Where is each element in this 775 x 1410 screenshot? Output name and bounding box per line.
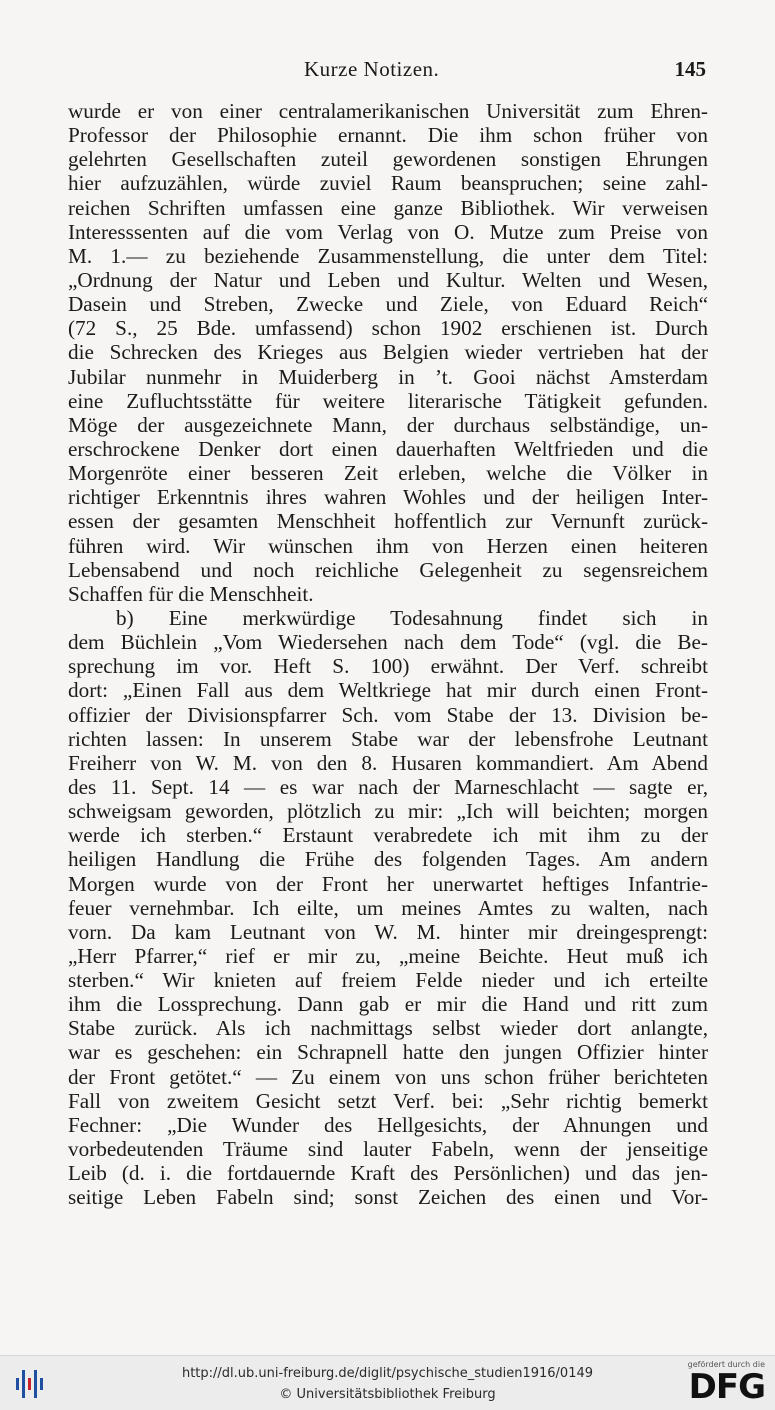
text-line: dort: „Einen Fall aus dem Weltkriege hat mir durch einen Front- xyxy=(68,678,708,703)
text-line: Fechner: „Die Wunder des Hellgesichts, der Ahnungen und xyxy=(68,1112,708,1137)
page-number: 145 xyxy=(674,57,706,81)
text-line: hier aufzuzählen, würde zuviel Raum beanspruchen; seine zahl- xyxy=(68,171,708,196)
body-text xyxy=(68,99,708,1209)
text-line: die Schrecken des Krieges aus Belgien wieder vertrieben hat der xyxy=(68,340,708,365)
viewer-footer xyxy=(0,1355,775,1410)
text-line: führen wird. Wir wünschen ihm von Herzen einen heiteren xyxy=(68,533,708,558)
text-line: b) Eine merkwürdige Todesahnung findet sich in xyxy=(116,605,708,630)
text-line: Schaffen für die Menschheit. xyxy=(68,581,314,606)
text-line: „Ordnung der Natur und Leben und Kultur. Welten und Wesen, xyxy=(68,267,708,292)
text-line: Möge der ausgezeichnete Mann, der durchaus selbständige, un- xyxy=(68,412,708,437)
text-line: sterben.“ Wir knieten auf freiem Felde nieder und ich erteilte xyxy=(68,968,708,993)
text-line: wurde er von einer centralamerikanischen Universität zum Ehren- xyxy=(68,99,708,123)
text-line: Interesssenten auf die vom Verlag von O. Mutze zum Preise von xyxy=(68,219,708,244)
text-line: Fall von zweitem Gesicht setzt Verf. bei: „Sehr richtig bemerkt xyxy=(68,1088,708,1113)
text-line: ihm die Lossprechung. Dann gab er mir die Hand und ritt zum xyxy=(68,992,708,1017)
text-line: erschrockene Denker dort einen dauerhaften Weltfrieden und die xyxy=(68,436,708,461)
text-line: des 11. Sept. 14 — es war nach der Marneschlacht — sagte er, xyxy=(68,774,708,799)
text-line: werde ich sterben.“ Erstaunt verabredete ich mit ihm zu der xyxy=(68,823,708,848)
text-line: Morgen wurde von der Front her unerwartet heftiges Infantrie- xyxy=(68,871,708,896)
text-line: vorn. Da kam Leutnant von W. M. hinter mir dreingesprengt: xyxy=(68,919,708,944)
text-line: offizier der Divisionspfarrer Sch. vom Stabe der 13. Division be- xyxy=(68,702,708,727)
dfg-caption: gefördert durch die xyxy=(687,1360,765,1369)
text-line: essen der gesamten Menschheit hoffentlich zur Vernunft zurück- xyxy=(68,509,708,534)
text-line: reichen Schriften umfassen eine ganze Bibliothek. Wir verweisen xyxy=(68,195,708,220)
text-line: Dasein und Streben, Zwecke und Ziele, von Eduard Reich“ xyxy=(68,292,708,317)
text-line: „Herr Pfarrer,“ rief er mir zu, „meine Beichte. Heut muß ich xyxy=(68,943,708,968)
text-line: M. 1.— zu beziehende Zusammenstellung, die unter dem Titel: xyxy=(68,243,708,268)
text-line: war es geschehen: ein Schrapnell hatte den jungen Offizier hinter xyxy=(68,1040,708,1065)
text-line: Professor der Philosophie ernannt. Die ihm schon früher von xyxy=(68,123,708,148)
text-line: vorbedeutenden Träume sind lauter Fabeln, wenn der jenseitige xyxy=(68,1137,708,1162)
running-title: Kurze Notizen. xyxy=(304,57,440,81)
text-line: Leib (d. i. die fortdauernde Kraft des Persönlichen) und das jen- xyxy=(68,1161,708,1186)
copyright-notice: © Universitätsbibliothek Freiburg xyxy=(279,1387,496,1402)
text-line: Jubilar nunmehr in Muiderberg in ’t. Gooi nächst Amsterdam xyxy=(68,364,708,389)
dfg-sponsor xyxy=(683,1360,765,1408)
text-line: Freiherr von W. M. von den 8. Husaren kommandiert. Am Abend xyxy=(68,750,708,775)
text-line: richtiger Erkenntnis ihres wahren Wohles und der heiligen Inter- xyxy=(68,485,708,510)
text-line: (72 S., 25 Bde. umfassend) schon 1902 erschienen ist. Durch xyxy=(68,316,708,341)
text-line: gelehrten Gesellschaften zuteil gewordenen sonstigen Ehrungen xyxy=(68,147,708,172)
text-line: Lebensabend und noch reichliche Gelegenheit zu segensreichem xyxy=(68,557,708,582)
text-line: der Front getötet.“ — Zu einem von uns schon früher berichteten xyxy=(68,1064,708,1089)
dfg-logo: DFG xyxy=(688,1367,765,1407)
text-line: Stabe zurück. Als ich nachmittags selbst wieder dort anlangte, xyxy=(68,1016,708,1041)
text-line: schweigsam geworden, plötzlich zu mir: „Ich will beichten; morgen xyxy=(68,799,708,824)
text-line: sprechung im vor. Heft S. 100) erwähnt. Der Verf. schreibt xyxy=(68,654,708,679)
text-line: seitige Leben Fabeln sind; sonst Zeichen des einen und Vor- xyxy=(68,1185,708,1210)
text-line: eine Zufluchtsstätte für weitere literarische Tätigkeit gefunden. xyxy=(68,388,708,413)
permalink-url[interactable]: http://dl.ub.uni-freiburg.de/diglit/psychische_studien1916/0149 xyxy=(181,1366,594,1381)
text-line: Morgenröte einer besseren Zeit erleben, welche die Völker in xyxy=(68,461,708,486)
text-line: feuer vernehmbar. Ich eilte, um meines Amtes zu walten, nach xyxy=(68,895,708,920)
text-line: richten lassen: In unserem Stabe war der lebensfrohe Leutnant xyxy=(68,726,708,751)
text-line: heiligen Handlung die Frühe des folgenden Tages. Am andern xyxy=(68,847,708,872)
page-header xyxy=(68,55,708,87)
text-line: dem Büchlein „Vom Wiedersehen nach dem Tode“ (vgl. die Be- xyxy=(68,630,708,655)
